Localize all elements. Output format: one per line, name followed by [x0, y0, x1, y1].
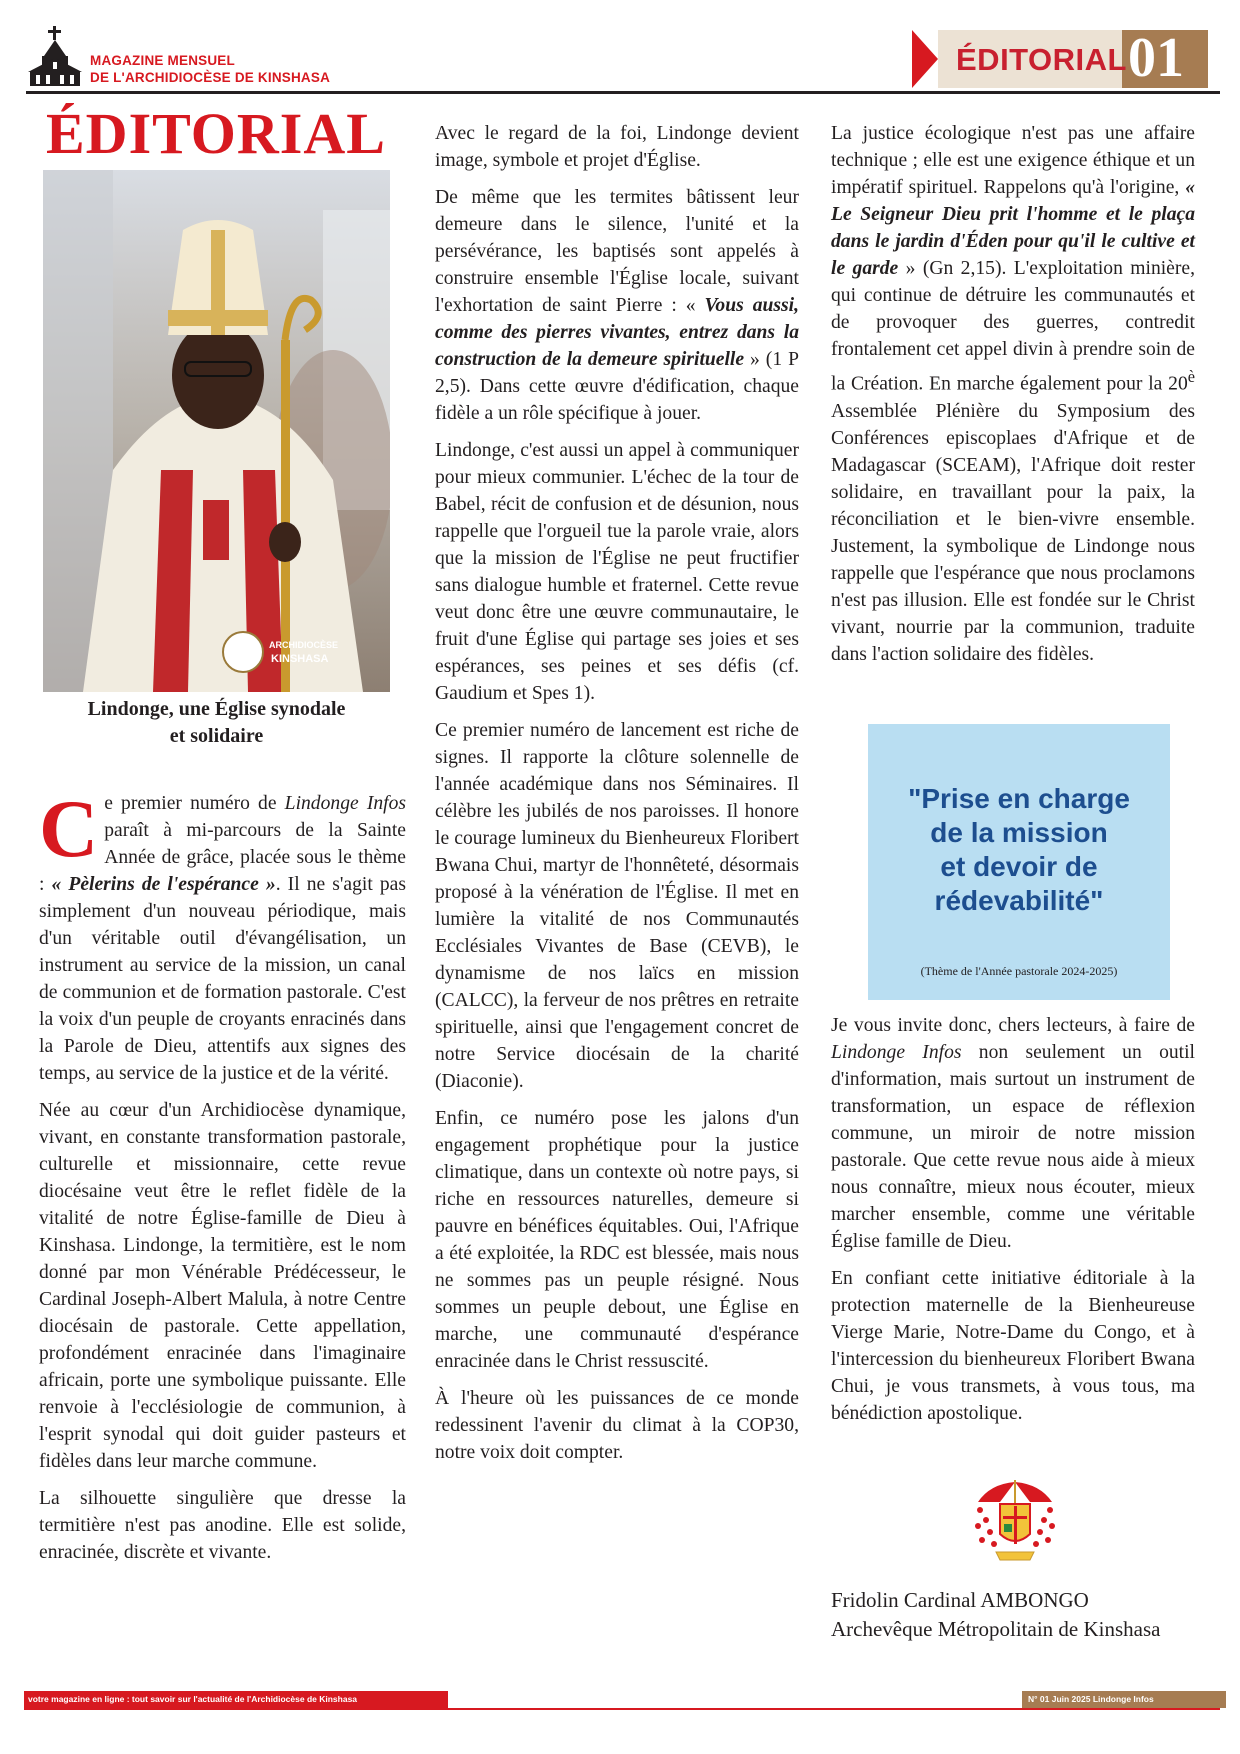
badge-line-2: KINSHASA [271, 653, 329, 665]
signature-title: Archevêque Métropolitain de Kinshasa [831, 1617, 1161, 1641]
column-2 [435, 120, 799, 1476]
quote-line: rédevabilité" [934, 885, 1104, 916]
paragraph: De même que les termites bâtissent leur demeure dans le silence, l'unité et la persévérance, les baptisés sont appelés à construire ensemble l'Église locale, suivant l'exhortation de saint Pierre : « Vous aussi, comme des pierres vivantes, entrez dans la construction de la demeure spirituelle » (1 P 2,5). Dans cette œuvre d'édification, chaque fidèle a un rôle spécifique à jouer. [435, 187, 799, 424]
quote-line: de la mission [930, 817, 1108, 848]
paragraph: En confiant cette initiative éditoriale à la protection maternelle de la Bienheureuse Vierge Marie, Notre-Dame du Congo, et à l'intercession du bienheureux Floribert Bwana Chui, je vous transmets, à vous tous, ma bénédiction apostolique. [831, 1268, 1195, 1424]
signature [831, 1586, 1160, 1644]
signature-name: Fridolin Cardinal AMBONGO [831, 1588, 1089, 1612]
cardinal-photo [43, 170, 390, 692]
footer-issue: N° 01 Juin 2025 Lindonge Infos [1022, 1691, 1226, 1708]
caption-line-1: Lindonge, une Église synodale [87, 698, 346, 720]
paragraph: Lindonge, c'est aussi un appel à communiquer pour mieux communier. L'échec de la tour de Babel, récit de confusion et de désunion, nous rappelle que l'orgueil tue la parole vraie, alors que la mission de l'Église ne peut fructifier sans dialogue humble et fraternel. Cette revue veut donc être une œuvre communautaire, le fruit d'une Église qui partage ses joies et ses espérances, ses peines et ses défis (cf. Gaudium et Spes 1). [435, 440, 799, 704]
cathedral-logo-icon [26, 26, 84, 88]
pull-quote-source: (Thème de l'Année pastorale 2024-2025) [920, 964, 1118, 978]
photo-caption [43, 696, 390, 750]
page-title: ÉDITORIAL [46, 101, 386, 166]
quote-line: et devoir de [940, 851, 1098, 882]
pull-quote [868, 782, 1170, 918]
caption-line-2: et solidaire [169, 725, 264, 747]
column-1 [39, 783, 407, 1576]
paragraph: La silhouette singulière que dresse la termitière n'est pas anodine. Elle est solide, enracinée, discrète et vivante. [39, 1488, 406, 1563]
column-3-top [831, 120, 1195, 678]
page-number: 01 [1128, 27, 1184, 89]
paragraph: À l'heure où les puissances de ce monde redessinent l'avenir du climat à la COP30, notre voix doit compter. [435, 1388, 799, 1463]
header-divider [26, 91, 1220, 94]
paragraph: Je vous invite donc, chers lecteurs, à faire de Lindonge Infos non seulement un outil d'information, mais surtout un instrument de transformation, un espace de réflexion commune, un miroir de notre mission pastorale. Que cette revue nous aide à mieux nous connaître, mieux nous écouter, mieux marcher ensemble, comme une véritable Église famille de Dieu. [831, 1015, 1195, 1252]
footer-tagline: votre magazine en ligne : tout savoir sur l'actualité de l'Archidiocèse de Kinshasa [24, 1691, 448, 1708]
column-3-bottom [831, 1012, 1195, 1437]
paragraph: Ce premier numéro de lancement est riche de signes. Il rapporte la clôture solennelle de l'année académique dans nos Séminaires. Il célèbre les jubilés de nos paroisses. Il honore le courage lumineux du Bienheureux Floribert Bwana Chui, martyr de l'honnêteté, désormais proposé à la vénération de l'Église. Il met en lumière la vitalité de nos Communautés Ecclésiales Vivantes de Base (CEVB), le dynamisme de nos laïcs en mission (CALCC), la ferveur de nos prêtres en retraite spirituelle, ainsi que l'engagement concret de notre Service diocésain de la charité (Diaconie). [435, 720, 799, 1092]
paragraph: Enfin, ce numéro pose les jalons d'un engagement prophétique pour la justice climatique, dans un contexte où notre pays, si riche en ressources naturelles, demeure si pauvre en bénéfices équitables. Oui, l'Afrique a été exploitée, la RDC est blessée, mais nous ne sommes pas un peuple résigné. Nous sommes un peuple debout, une Église en marche, une communauté d'espérance enracinée dans le Christ ressuscité. [435, 1108, 799, 1372]
coat-of-arms-icon [970, 1480, 1060, 1566]
badge-line-1: ARCHIDIOCÈSE [269, 640, 339, 650]
paragraph: Née au cœur d'un Archidiocèse dynamique, vivant, en constante transformation pastorale, culturelle et missionnaire, cette revue diocésaine veut être le reflet fidèle de la vitalité de notre Église-famille de Dieu à Kinshasa. Lindonge, la termitière, est le nom donné par mon Vénérable Prédécesseur, le Cardinal Joseph-Albert Malula, à notre Centre diocésain de pastorale. Cette appellation, profondément enracinée dans l'imaginaire africain, porte une symbolique puissante. Elle renvoie à l'ecclésiologie de communion, à l'esprit synodal qui doit guider pasteurs et fidèles dans leur marche commune. [39, 1100, 406, 1472]
section-label: ÉDITORIAL [956, 42, 1127, 77]
magazine-line-2: DE L'ARCHIDIOCÈSE DE KINSHASA [90, 70, 331, 85]
quote-line: "Prise en charge [908, 783, 1130, 814]
drop-cap: C [39, 783, 99, 874]
paragraph: Ce premier numéro de Lindonge Infos paraît à mi-parcours de la Sainte Année de grâce, placée sous le thème : « Pèlerins de l'espérance ». Il ne s'agit pas simplement d'un nouveau périodique, mais d'un véritable outil d'évangélisation, un instrument au service de la mission, un canal de communion et de formation pastorale. C'est la voix d'un peuple de croyants enracinés dans la Parole de Dieu, attentifs aux signes des temps, au service de la justice et de la vérité. [39, 783, 407, 1084]
paragraph: Avec le regard de la foi, Lindonge devient image, symbole et projet d'Église. [435, 123, 799, 171]
paragraph: La justice écologique n'est pas une affaire technique ; elle est une exigence éthique et un impératif spirituel. Rappelons qu'à l'origine, « Le Seigneur Dieu prit l'homme et le plaça dans le jardin d'Éden pour qu'il le cultive et le garde » (Gn 2,15). L'exploitation minière, qui continue de détruire les communautés et de provoquer des guerres, contredit frontalement cet appel divin à prendre soin de la Création. En marche également pour la $20^è$ Assemblée Plénière du Symposium des Conférences episcoplaes d'Afrique et de Madagascar (SCEAM), l'Afrique doit rester solidaire, en travaillant pour la paix, la réconciliation et le bien-vivre ensemble. Justement, la symbolique de Lindonge nous rappelle que l'espérance que nous proclamons n'est pas illusion. Elle est fondée sur le Christ vivant, nourrie par la communion, traduite dans l'action solidaire des fidèles. [831, 123, 1195, 665]
footer-divider [24, 1708, 1220, 1710]
magazine-tagline [90, 52, 330, 86]
magazine-line-1: MAGAZINE MENSUEL [90, 53, 235, 68]
